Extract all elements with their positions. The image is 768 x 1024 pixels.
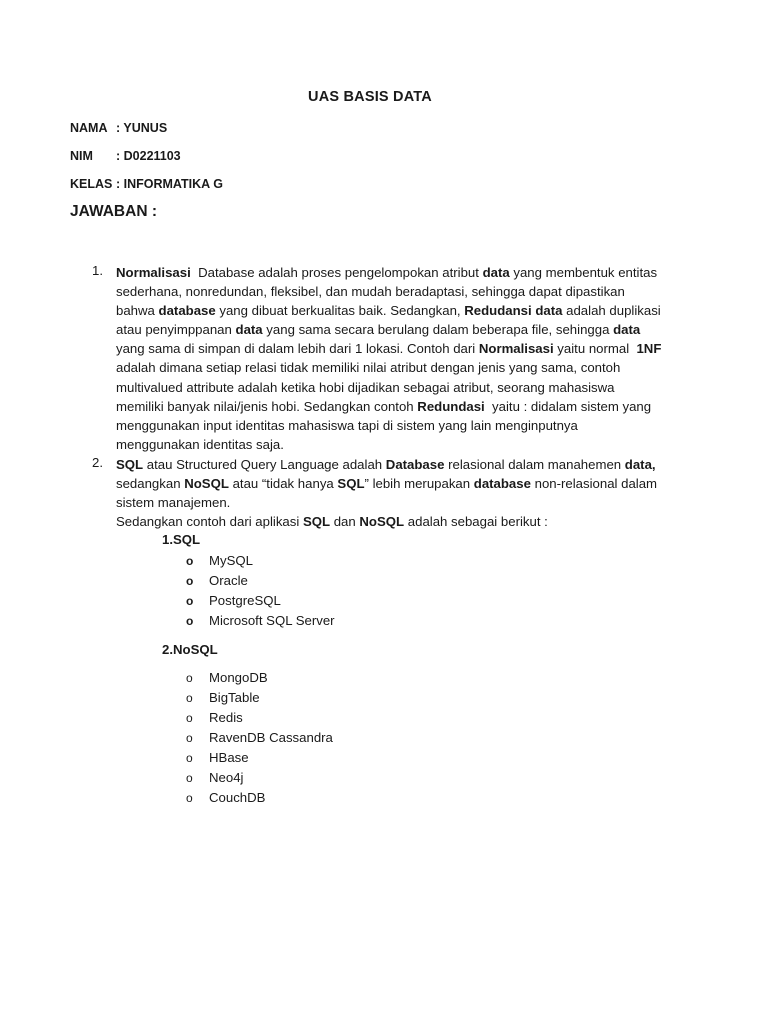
- nosql-item: [186, 788, 265, 808]
- text-run: atau “tidak hanya: [228, 476, 338, 492]
- nosql-item: [186, 748, 249, 768]
- paragraph-line: [116, 435, 706, 454]
- bold-term: data: [235, 322, 263, 338]
- bold-term: database: [473, 476, 531, 492]
- sql-item-label: MySQL: [209, 553, 253, 568]
- nosql-item-label: Redis: [209, 710, 243, 725]
- nosql-item-label: CouchDB: [209, 790, 266, 805]
- paragraph-line: [116, 455, 706, 474]
- paragraph-line: [116, 397, 706, 416]
- bullet-icon: o: [186, 731, 193, 745]
- bold-term: data: [482, 265, 510, 280]
- text-run: bahwa: [116, 303, 159, 319]
- text-run: adalah sebagai berikut :: [404, 514, 548, 530]
- bullet-icon: o: [186, 614, 194, 628]
- bold-term: SQL: [116, 457, 144, 472]
- identity-value: : INFORMATIKA G: [116, 177, 223, 191]
- identity-value: : YUNUS: [116, 121, 168, 135]
- text-run: atau penyimppanan: [116, 322, 236, 338]
- sql-item: [186, 571, 248, 591]
- bold-term: Redudansi data: [464, 303, 563, 319]
- text-run: yang sama di simpan di dalam lebih dari 1 lokasi. Contoh dari: [116, 341, 479, 357]
- identity-key: NAMA: [70, 121, 108, 135]
- bold-term: Database: [385, 457, 445, 472]
- nosql-item: [186, 768, 243, 788]
- nosql-item-label: HBase: [209, 750, 249, 765]
- bullet-icon: o: [186, 711, 193, 725]
- text-run: atau Structured Query Language adalah: [143, 457, 386, 472]
- text-run: sistem manajemen.: [116, 495, 231, 511]
- paragraph-line: [116, 378, 706, 397]
- text-run: relasional dalam manahemen: [444, 457, 625, 472]
- sql-heading: 1.SQL: [162, 532, 201, 547]
- text-run: yaitu : didalam sistem yang: [484, 398, 652, 414]
- paragraph-line: [116, 512, 706, 531]
- text-run: non-relasional dalam: [530, 476, 658, 492]
- paragraph-line: [116, 474, 706, 493]
- paragraph-line: [116, 301, 706, 320]
- text-run: Sedangkan contoh dari aplikasi: [116, 514, 303, 530]
- sql-item-label: Microsoft SQL Server: [209, 613, 335, 628]
- bold-term: 1NF: [636, 341, 662, 357]
- answer-2-number: 2.: [92, 455, 103, 470]
- text-run: adalah duplikasi: [562, 303, 661, 319]
- bold-term: Redundasi: [417, 398, 485, 414]
- answers-heading: JAWABAN :: [70, 203, 157, 220]
- bullet-icon: o: [186, 594, 194, 608]
- identity-row-kelas: [70, 177, 223, 191]
- paragraph-line: [116, 282, 706, 301]
- identity-key: KELAS: [70, 177, 113, 191]
- bullet-icon: o: [186, 574, 194, 588]
- bold-term: Normalisasi: [116, 265, 191, 280]
- text-run: adalah dimana setiap relasi tidak memiliki nilai atribut dengan jenis yang sama, contoh: [116, 360, 621, 376]
- nosql-item: [186, 668, 268, 688]
- identity-row-nama: [70, 121, 167, 135]
- paragraph-line: [116, 320, 706, 339]
- sql-item: [186, 611, 335, 631]
- text-run: memiliki banyak nilai/jenis hobi. Sedangkan contoh: [116, 398, 418, 414]
- sql-item-label: PostgreSQL: [209, 593, 281, 608]
- bold-term: Normalisasi: [478, 341, 554, 357]
- text-run: sederhana, nonredundan, fleksibel, dan mudah beradaptasi, sehingga dapat dipastikan: [116, 284, 625, 300]
- text-run: sedangkan: [116, 476, 185, 492]
- identity-row-nim: [70, 149, 181, 163]
- nosql-heading: 2.NoSQL: [162, 642, 218, 657]
- bullet-icon: o: [186, 691, 193, 705]
- nosql-item: [186, 688, 260, 708]
- paragraph-line: [116, 263, 706, 282]
- sql-item-label: Oracle: [209, 573, 248, 588]
- text-run: Database adalah proses pengelompokan atribut: [190, 265, 483, 280]
- nosql-item-label: BigTable: [209, 690, 260, 705]
- bold-term: data: [613, 322, 641, 338]
- bold-term: database: [158, 303, 216, 319]
- paragraph-line: [116, 416, 706, 435]
- nosql-item: [186, 708, 243, 728]
- bullet-icon: o: [186, 751, 193, 765]
- sql-item: [186, 591, 281, 611]
- text-run: yang sama secara berulang dalam beberapa file, sehingga: [262, 322, 614, 338]
- text-run: yang membentuk entitas: [509, 265, 658, 280]
- bullet-icon: o: [186, 791, 193, 805]
- identity-key: NIM: [70, 149, 93, 163]
- bullet-icon: o: [186, 554, 194, 568]
- answer-1-paragraph: [116, 263, 706, 454]
- sql-item: [186, 551, 253, 571]
- bold-term: NoSQL: [184, 476, 229, 492]
- nosql-item-label: Neo4j: [209, 770, 244, 785]
- text-run: dan: [330, 514, 360, 530]
- bullet-icon: o: [186, 771, 193, 785]
- bold-term: NoSQL: [359, 514, 405, 530]
- paragraph-line: [116, 493, 706, 512]
- text-run: yang dibuat berkualitas baik. Sedangkan,: [215, 303, 465, 319]
- nosql-item-label: MongoDB: [209, 670, 268, 685]
- bullet-icon: o: [186, 671, 193, 685]
- nosql-item: [186, 728, 333, 748]
- document-title: UAS BASIS DATA: [308, 89, 432, 105]
- identity-value: : D0221103: [116, 149, 181, 163]
- text-run: menggunakan input identitas mahasiswa tapi di sistem yang lain menginputnya: [116, 417, 578, 433]
- answer-1-number: 1.: [92, 263, 103, 278]
- answer-2-paragraph: [116, 455, 706, 531]
- bold-term: SQL: [302, 514, 331, 530]
- paragraph-line: [116, 339, 706, 358]
- nosql-item-label: RavenDB Cassandra: [209, 730, 333, 745]
- bold-term: SQL: [337, 476, 365, 492]
- paragraph-line: [116, 358, 706, 377]
- text-run: yaitu normal: [553, 341, 637, 357]
- text-run: multivalued attribute adalah ketika hobi dijadikan sebagai atribut, seorang mahasiswa: [116, 379, 615, 395]
- bold-term: data,: [624, 457, 656, 472]
- text-run: menggunakan identitas saja.: [116, 436, 284, 452]
- text-run: ” lebih merupakan: [364, 476, 474, 492]
